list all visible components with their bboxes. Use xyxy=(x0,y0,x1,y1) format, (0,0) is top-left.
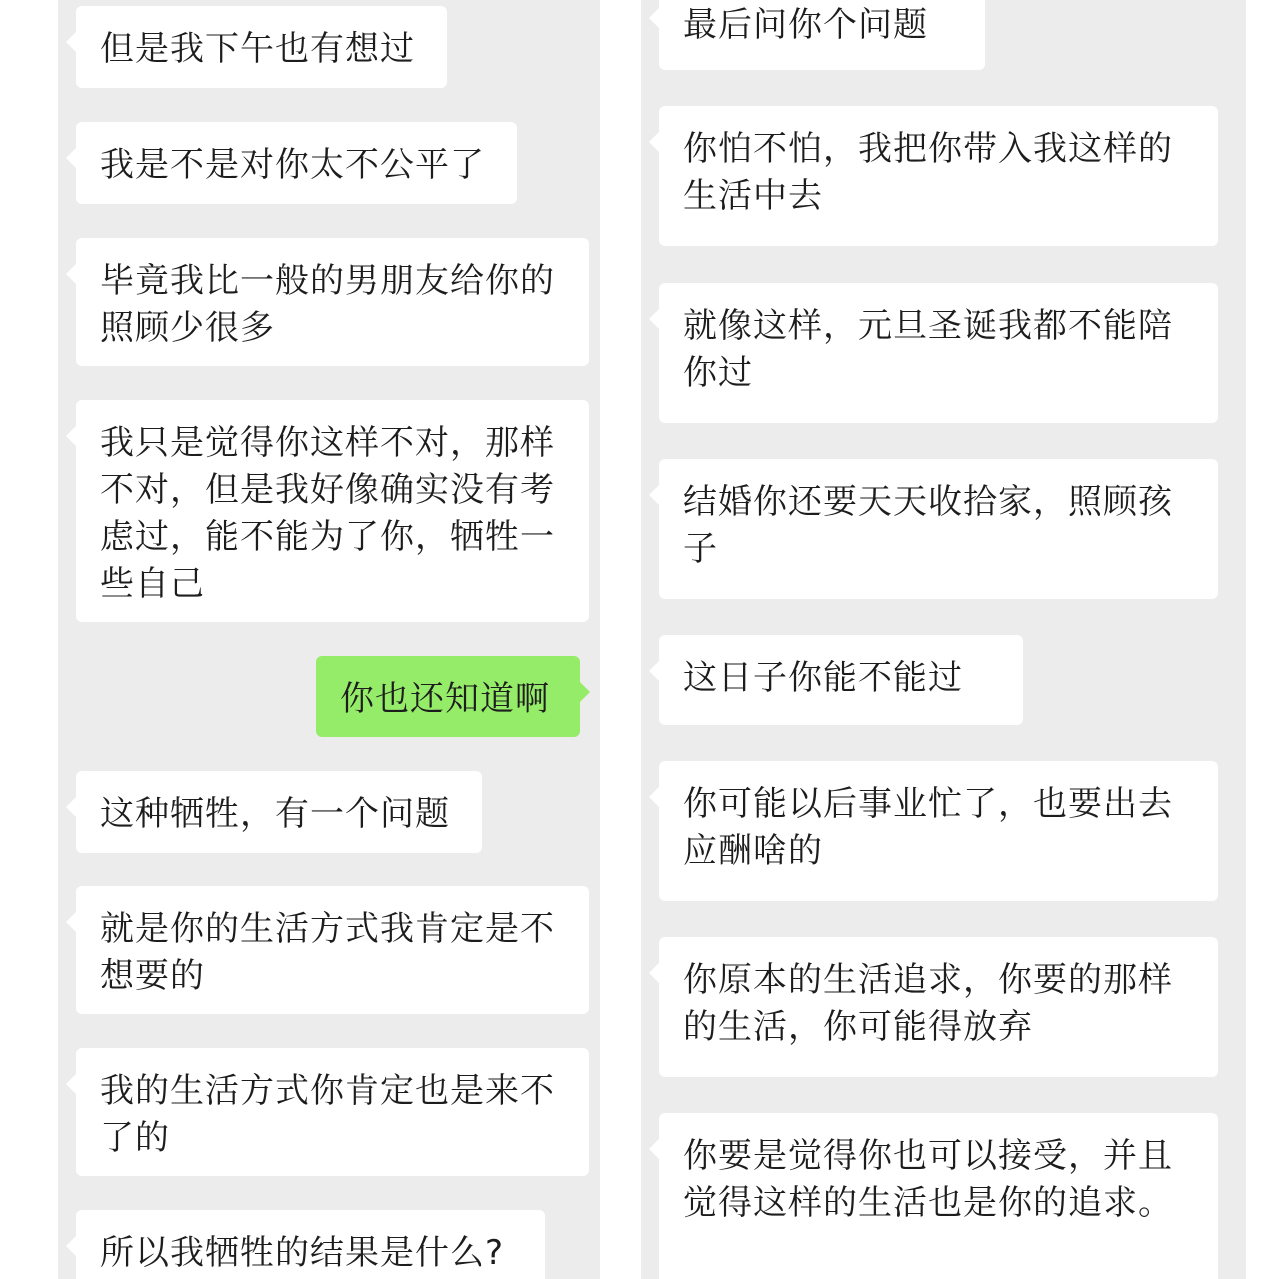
message-bubble[interactable] xyxy=(76,1048,589,1176)
message-bubble[interactable] xyxy=(76,238,589,366)
message-text: 就像这样，元旦圣诞我都不能陪你过 xyxy=(683,306,1173,393)
message-bubble[interactable] xyxy=(659,459,1218,599)
message-text: 你要是觉得你也可以接受，并且觉得这样的生活也是你的追求。 xyxy=(683,1136,1173,1223)
message-text: 你怕不怕，我把你带入我这样的生活中去 xyxy=(683,129,1173,216)
message-bubble[interactable] xyxy=(659,937,1218,1077)
message-bubble[interactable] xyxy=(659,635,1023,725)
message-text: 你原本的生活追求，你要的那样的生活，你可能得放弃 xyxy=(683,960,1173,1047)
message-text: 但是我下午也有想过 xyxy=(100,29,415,69)
message-bubble[interactable] xyxy=(659,283,1218,423)
message-bubble[interactable] xyxy=(76,6,447,88)
message-bubble[interactable] xyxy=(659,761,1218,901)
message-text: 我只是觉得你这样不对，那样不对，但是我好像确实没有考虑过，能不能为了你，牺牲一些自己 xyxy=(100,423,555,604)
message-text: 你也还知道啊 xyxy=(340,679,550,719)
message-text: 就是你的生活方式我肯定是不想要的 xyxy=(100,909,555,996)
message-bubble-outgoing[interactable] xyxy=(316,656,580,737)
message-bubble[interactable] xyxy=(76,400,589,622)
message-text: 这种牺牲，有一个问题 xyxy=(100,794,450,834)
message-text: 这日子你能不能过 xyxy=(683,658,963,698)
message-text: 你可能以后事业忙了，也要出去应酬啥的 xyxy=(683,784,1173,871)
chat-panel-left xyxy=(58,0,600,1279)
message-bubble[interactable] xyxy=(76,771,482,853)
message-bubble[interactable] xyxy=(76,1210,545,1279)
message-bubble[interactable] xyxy=(659,1113,1218,1279)
message-bubble[interactable] xyxy=(659,0,985,70)
message-text: 所以我牺牲的结果是什么? xyxy=(100,1233,505,1273)
message-bubble[interactable] xyxy=(76,122,517,204)
message-text: 毕竟我比一般的男朋友给你的照顾少很多 xyxy=(100,261,555,348)
message-bubble[interactable] xyxy=(76,886,589,1014)
message-text: 我的生活方式你肯定也是来不了的 xyxy=(100,1071,555,1158)
message-text: 最后问你个问题 xyxy=(683,5,928,45)
chat-panel-right xyxy=(641,0,1246,1279)
message-bubble[interactable] xyxy=(659,106,1218,246)
message-text: 我是不是对你太不公平了 xyxy=(100,145,485,185)
message-text: 结婚你还要天天收拾家，照顾孩子 xyxy=(683,482,1173,569)
